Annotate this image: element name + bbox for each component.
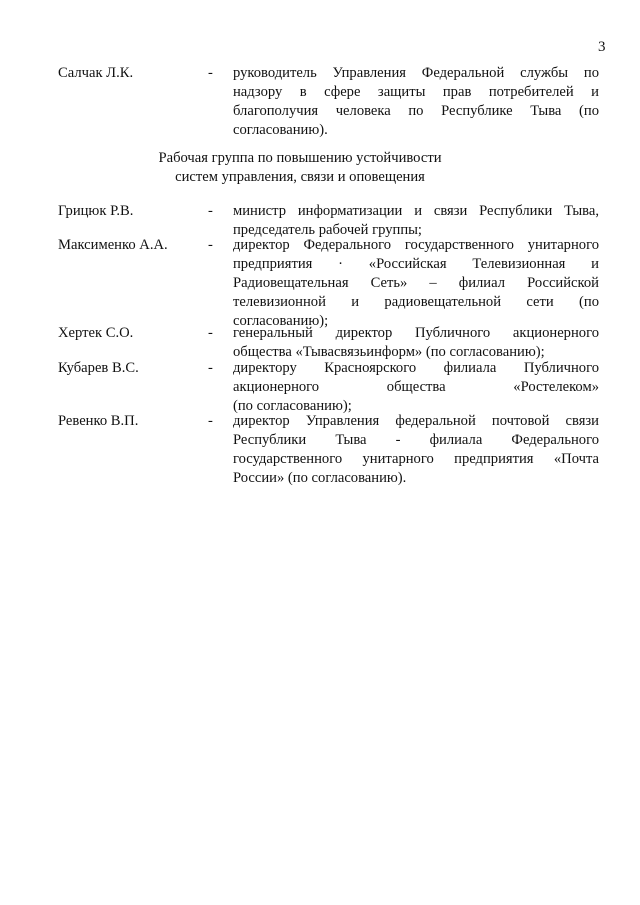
page-number: 3 [598, 39, 606, 55]
member-dash: - [208, 325, 213, 341]
member-role [233, 412, 599, 488]
role-line: директор Управления федеральной почтовой связи [233, 413, 599, 429]
role-line: (по согласованию); [233, 398, 352, 414]
member-dash: - [208, 203, 213, 219]
section-heading-line: Рабочая группа по повышению устойчивости [158, 150, 442, 166]
member-name: Кубарев В.С. [58, 360, 139, 376]
role-line: руководитель Управления Федеральной службы по [233, 65, 599, 81]
role-line: Радиовещательная Сеть» – филиал Российской [233, 275, 599, 291]
member-name: Максименко А.А. [58, 237, 168, 253]
role-line: государственного унитарного предприятия «Почта [233, 451, 599, 467]
member-role [233, 236, 599, 331]
role-line: директор Федерального государственного унитарного [233, 237, 599, 253]
role-line: надзору в сфере защиты прав потребителей и [233, 84, 599, 100]
member-name: Ревенко В.П. [58, 413, 139, 429]
member-dash: - [208, 237, 213, 253]
role-line: министр информатизации и связи Республики Тыва, [233, 203, 599, 219]
role-line: акционерного общества «Ростелеком» [233, 379, 599, 395]
section-heading [150, 149, 450, 187]
member-dash: - [208, 413, 213, 429]
section-heading-line: систем управления, связи и оповещения [175, 169, 425, 185]
role-line: согласованию). [233, 122, 328, 138]
role-line: общества «Тывасвязьинформ» (по согласованию); [233, 344, 545, 360]
entry-role [233, 64, 599, 140]
member-name: Хертек С.О. [58, 325, 134, 341]
member-dash: - [208, 360, 213, 376]
entry-dash: - [208, 65, 213, 81]
role-line: России» (по согласованию). [233, 470, 407, 486]
role-line: предприятия · «Российская Телевизионная и [233, 256, 599, 272]
role-line: благополучия человека по Республике Тыва (по [233, 103, 599, 119]
role-line: генеральный директор Публичного акционерного [233, 325, 599, 341]
member-role [233, 202, 599, 240]
entry-name: Салчак Л.К. [58, 65, 134, 81]
role-line: Республики Тыва - филиала Федерального [233, 432, 599, 448]
member-name: Грицюк Р.В. [58, 203, 134, 219]
role-line: согласованию); [233, 313, 329, 329]
member-role [233, 359, 599, 416]
role-line: председатель рабочей группы; [233, 222, 422, 238]
role-line: телевизионной и радиовещательной сети (по [233, 294, 599, 310]
role-line: директору Красноярского филиала Публичного [233, 360, 599, 376]
member-role [233, 324, 599, 362]
